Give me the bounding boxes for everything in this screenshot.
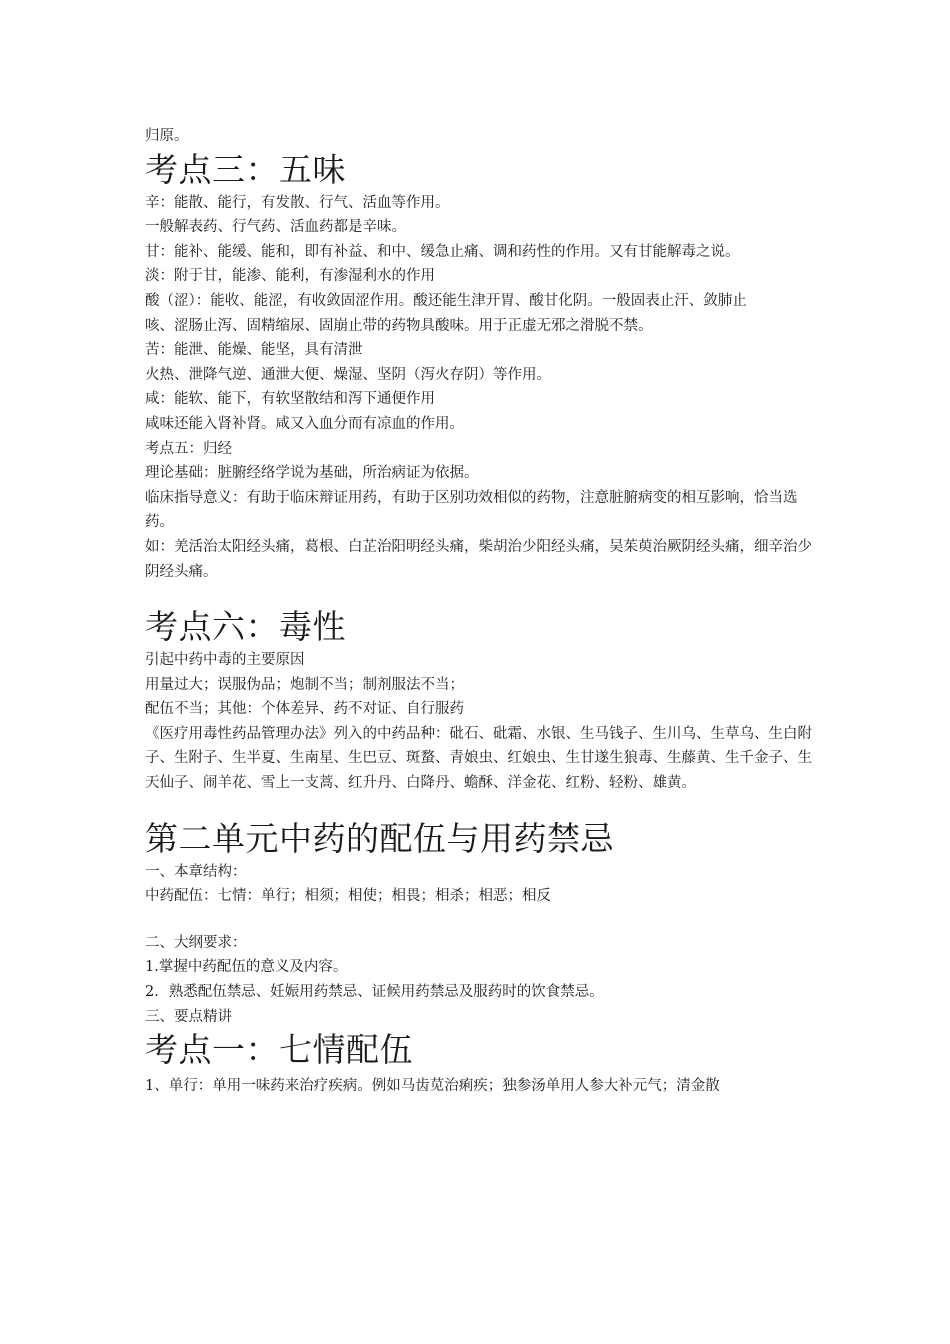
section-heading-five-flavors: 考点三：五味 <box>145 149 346 189</box>
text-paragraph: 酸（涩）：能收、能涩，有收敛固涩作用。酸还能生津开胃、酸甘化阴。一般固表止汗、敛肺止 <box>145 292 747 309</box>
text-line: 配伍不当；其他：个体差异、药不对证、自行服药 <box>145 701 464 718</box>
text-line: 三、要点精讲 <box>145 1008 232 1025</box>
text-line: 归原。 <box>145 128 189 144</box>
text-line: 一、本章结构： <box>145 863 247 880</box>
text-line: 二、大纲要求： <box>145 934 247 951</box>
text-line: 一般解表药、行气药、活血药都是辛味。 <box>145 219 406 236</box>
text-paragraph: 甘：能补、能缓、能和，即有补益、和中、缓急止痛、调和药性的作用。又有甘能解毒之说。 <box>145 243 740 260</box>
text-line: 淡：附于甘，能渗、能利，有渗湿利水的作用 <box>145 268 435 285</box>
text-paragraph: 《医疗用毒性药品管理办法》列入的中药品种：砒石、砒霜、水银、生马钱子、生川乌、生草乌、生白附子、生附子、生半夏、生南星、生巴豆、斑蝥、青娘虫、红娘虫、生甘遂生狼毒、生藤黄、生千金子、生天仙子、闹羊花、雪上一支蒿、红升丹、白降丹、蟾酥、洋金花、红粉、轻粉、雄黄。 <box>145 725 812 792</box>
document-page <box>145 124 815 1099</box>
text-paragraph: 临床指导意义：有助于临床辩证用药，有助于区别功效相似的药物，注意脏腑病变的相互影响，恰当选药。 <box>145 489 798 531</box>
text-line: 辛：能散、能行，有发散、行气、活血等作用。 <box>145 194 450 211</box>
text-line: 苦：能泄、能燥、能坚，具有清泄 <box>145 342 363 359</box>
text-line: 用量过大；误服伪品；炮制不当；制剂服法不当； <box>145 676 464 693</box>
text-line: 咳、涩肠止泻、固精缩尿、固崩止带的药物具酸味。用于正虚无邪之滑脱不禁。 <box>145 317 653 334</box>
text-line: 咸味还能入肾补肾。咸又入血分而有凉血的作用。 <box>145 415 464 432</box>
text-line: 中药配伍：七情：单行；相须；相使；相畏；相杀；相恶；相反 <box>145 888 551 905</box>
text-line: 火热、泄降气逆、通泄大便、燥湿、坚阴（泻火存阴）等作用。 <box>145 366 551 383</box>
section-heading-toxicity: 考点六：毒性 <box>145 607 346 647</box>
text-line: 理论基础：脏腑经络学说为基础，所治病证为依据。 <box>145 465 479 482</box>
text-line: 1.掌握中药配伍的意义及内容。 <box>145 959 348 976</box>
text-line: 考点五：归经 <box>145 440 232 457</box>
text-paragraph: 如：羌活治太阳经头痛，葛根、白芷治阳明经头痛，柴胡治少阳经头痛，吴茱萸治厥阴经头痛，细辛治少阴经头痛。 <box>145 538 812 580</box>
text-line: 1、单行：单用一味药来治疗疾病。例如马齿苋治痢疾；独参汤单用人参大补元气；清金散 <box>145 1078 720 1095</box>
unit-heading: 第二单元中药的配伍与用药禁忌 <box>145 818 614 858</box>
text-line: 咸：能软、能下，有软坚散结和泻下通便作用 <box>145 391 435 408</box>
section-heading-seven-emotions: 考点一：七情配伍 <box>145 1030 413 1070</box>
text-line: 引起中药中毒的主要原因 <box>145 652 305 669</box>
text-line: 2．熟悉配伍禁忌、妊娠用药禁忌、证候用药禁忌及服药时的饮食禁忌。 <box>145 984 604 1001</box>
